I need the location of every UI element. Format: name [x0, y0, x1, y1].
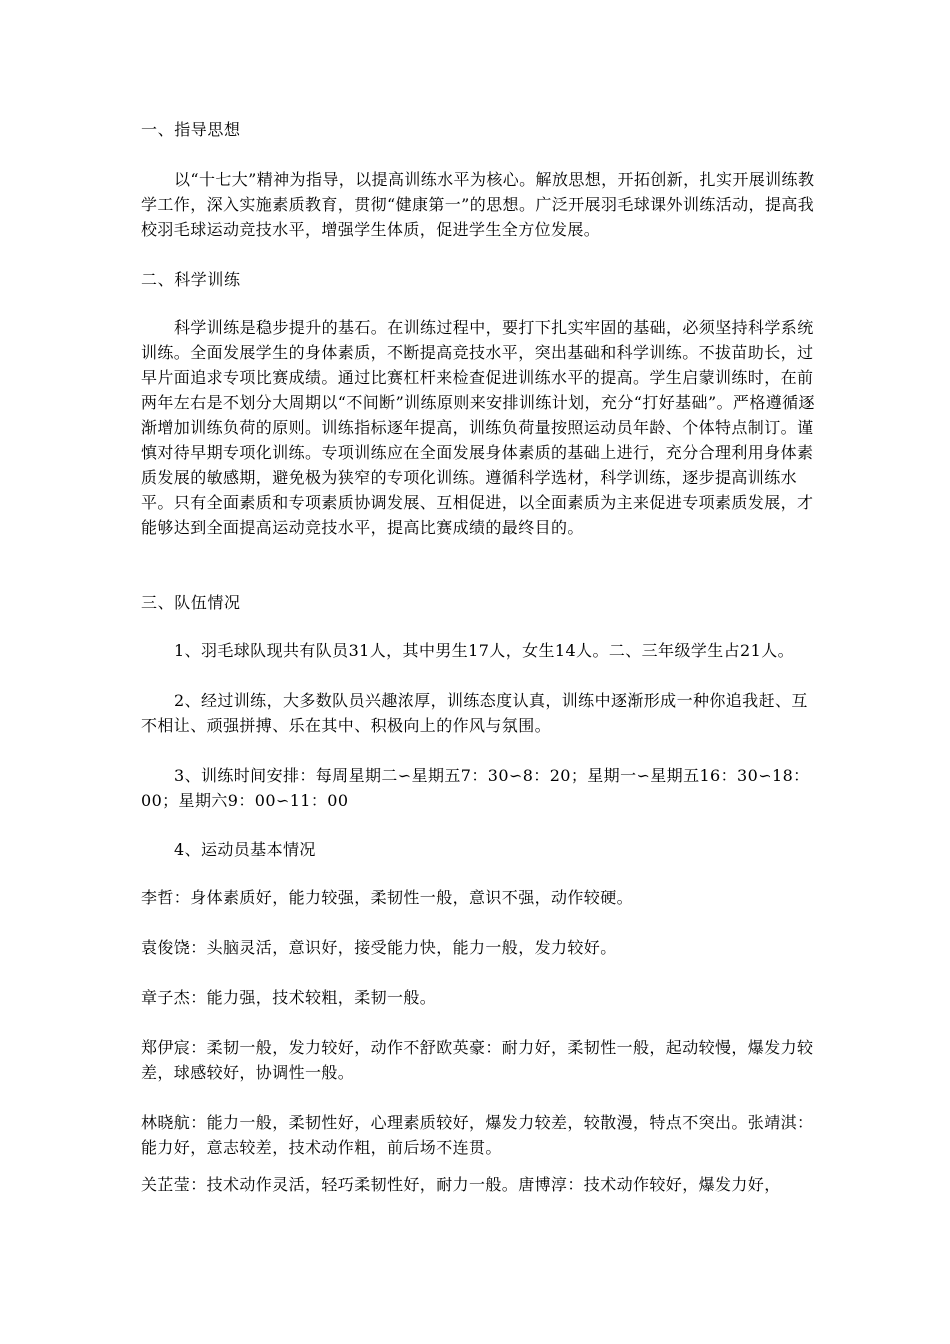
section-heading-guiding-thought: 一、指导思想 — [141, 120, 241, 139]
athlete-entry: 章子杰：能力强，技术较粗，柔韧一般。 — [141, 988, 437, 1007]
section-heading-scientific-training: 二、科学训练 — [141, 270, 241, 289]
team-item-2: 2、经过训练，大多数队员兴趣浓厚，训练态度认真，训练中逐渐形成一种你追我赶、互不相让、顽强拼搏、乐在其中、积极向上的作风与氛围。 — [141, 691, 808, 735]
team-item-4: 4、运动员基本情况 — [174, 840, 316, 859]
paragraph-guiding-thought: 以“十七大”精神为指导，以提高训练水平为核心。解放思想，开拓创新，扎实开展训练教学工作，深入实施素质教育，贯彻“健康第一”的思想。广泛开展羽毛球课外训练活动，提高我校羽毛球运动竞技水平，增强学生体质，促进学生全方位发展。 — [141, 170, 815, 239]
paragraph-scientific-training: 科学训练是稳步提升的基石。在训练过程中，要打下扎实牢固的基础，必须坚持科学系统训练。全面发展学生的身体素质，不断提高竞技水平，突出基础和科学训练。不拔苗助长，过早片面追求专项比赛成绩。通过比赛杠杆来检查促进训练水平的提高。学生启蒙训练时，在前两年左右是不划分大周期以“不间断”训练原则来安排训练计划，充分“打好基础”。严格遵循逐渐增加训练负荷的原则。训练指标逐年提高，训练负荷量按照运动员年龄、个体特点制订。谨慎对待早期专项化训练。专项训练应在全面发展身体素质的基础上进行，充分合理利用身体素质发展的敏感期，避免极为狭窄的专项化训练。遵循科学选材，科学训练，逐步提高训练水平。只有全面素质和专项素质协调发展、互相促进，以全面素质为主来促进专项素质发展，才能够达到全面提高运动竞技水平，提高比赛成绩的最终目的。 — [141, 318, 815, 537]
athlete-entry: 关芷莹：技术动作灵活，轻巧柔韧性好，耐力一般。唐博淳：技术动作较好，爆发力好， — [141, 1175, 781, 1194]
athlete-entry: 林晓航：能力一般，柔韧性好，心理素质较好，爆发力较差，较散漫，特点不突出。张靖淇：能力好，意志较差，技术动作粗，前后场不连贯。 — [141, 1113, 814, 1157]
athlete-entry: 郑伊宸：柔韧一般，发力较好，动作不舒欧英豪：耐力好，柔韧性一般，起动较慢，爆发力较差，球感较好，协调性一般。 — [141, 1038, 814, 1082]
athlete-entry: 李哲：身体素质好，能力较强，柔韧性一般，意识不强，动作较硬。 — [141, 888, 634, 907]
athlete-entry: 袁俊饶：头脑灵活，意识好，接受能力快，能力一般，发力较好。 — [141, 938, 617, 957]
section-heading-team-status: 三、队伍情况 — [141, 593, 241, 612]
team-item-3: 3、训练时间安排：每周星期二∽星期五7：30∽8：20；星期一∽星期五16：30∽18：00；星期六9：00∽11：00 — [141, 766, 810, 810]
team-item-1: 1、羽毛球队现共有队员31人，其中男生17人，女生14人。二、三年级学生占21人。 — [174, 641, 795, 660]
